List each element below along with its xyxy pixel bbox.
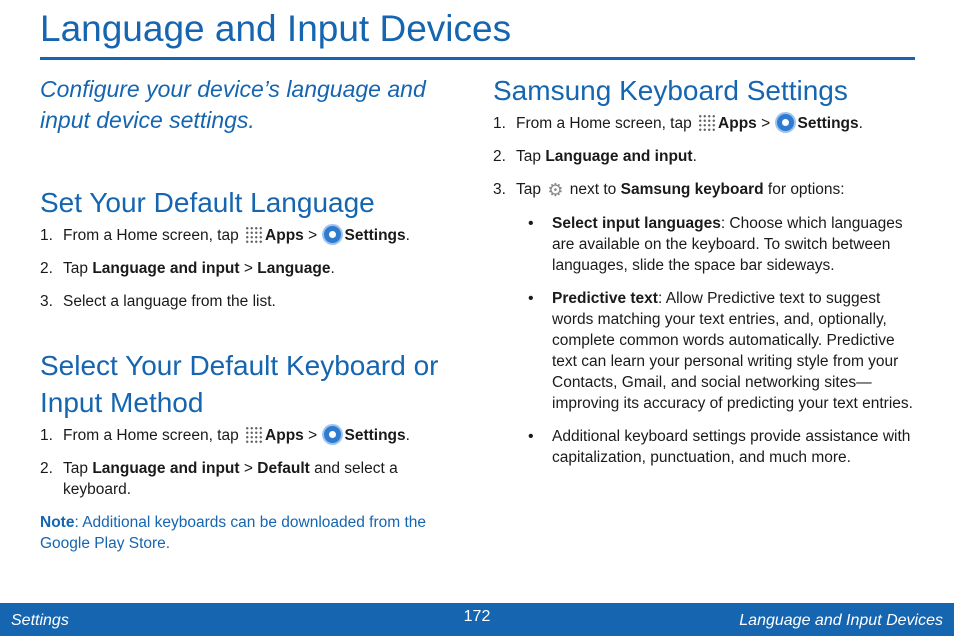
gear-icon: ⚙ (547, 180, 564, 200)
apps-label: Apps (265, 427, 304, 444)
option-text: : Allow Predictive text to suggest words matching your text entries, and, optionally, complete common words automatically. Predictive text can learn your personal writing style from your Contacts, Gmail, and social networking sites—improving its accuracy of predicting your text entries. (552, 290, 913, 412)
settings-label: Settings (344, 227, 406, 244)
note-text (40, 512, 470, 554)
list-item (493, 213, 918, 276)
step-text: Tap (63, 460, 88, 477)
step-end: and select a keyboard. (63, 460, 398, 498)
step-end: . (405, 227, 410, 244)
step-end: . (405, 427, 410, 444)
step-item (493, 179, 918, 201)
step-end: for options: (767, 181, 845, 198)
intro-text: Configure your device’s language and input device settings. (40, 76, 426, 133)
step-item (40, 291, 470, 312)
step-item (493, 113, 918, 134)
menu-samsung-keyboard: Samsung keyboard (620, 181, 764, 198)
settings-icon (324, 426, 341, 443)
section-samsung-keyboard (493, 72, 918, 468)
separator: > (308, 227, 318, 244)
page-footer (0, 603, 954, 636)
step-item (40, 425, 470, 446)
menu-language: Language (257, 260, 331, 277)
apps-label: Apps (718, 115, 757, 132)
section-default-keyboard (40, 347, 470, 554)
apps-grid-icon (245, 426, 263, 444)
step-item (40, 225, 470, 246)
option-text: : Choose which languages are available on the keyboard. To switch between languages, slide the space bar sideways. (552, 215, 903, 274)
option-label: Predictive text (552, 290, 658, 307)
step-text-mid: next to (569, 181, 617, 198)
separator: > (761, 115, 771, 132)
settings-label: Settings (797, 115, 859, 132)
section-heading: Select Your Default Keyboard or Input Method (40, 350, 439, 418)
step-end: . (858, 115, 863, 132)
settings-icon (324, 226, 341, 243)
separator: > (243, 460, 253, 477)
settings-label: Settings (344, 427, 406, 444)
step-text: Tap (63, 260, 88, 277)
list-item (493, 426, 918, 468)
step-item (40, 458, 470, 500)
menu-language-and-input: Language and input (92, 260, 240, 277)
section-default-language (40, 184, 470, 312)
note-label: Note (40, 514, 75, 531)
step-text: From a Home screen, tap (63, 227, 239, 244)
step-item (40, 258, 470, 279)
menu-language-and-input: Language and input (545, 148, 693, 165)
option-label: Select input languages (552, 215, 721, 232)
separator: > (308, 427, 318, 444)
option-text: Additional keyboard settings provide assistance with capitalization, punctuation, and much more. (552, 428, 911, 466)
steps-list (493, 113, 918, 201)
step-number: 1. (493, 115, 506, 132)
options-list (493, 213, 918, 468)
apps-grid-icon (245, 226, 263, 244)
step-number: 2. (40, 460, 53, 477)
step-number: 3. (40, 293, 53, 310)
menu-default: Default (257, 460, 310, 477)
section-heading: Set Your Default Language (40, 187, 375, 218)
steps-list (40, 225, 470, 312)
apps-grid-icon (698, 114, 716, 132)
menu-language-and-input: Language and input (92, 460, 240, 477)
footer-section-name: Settings (11, 612, 69, 629)
step-number: 2. (40, 260, 53, 277)
note-body: : Additional keyboards can be downloaded from the Google Play Store. (40, 514, 427, 552)
section-heading: Samsung Keyboard Settings (493, 75, 848, 106)
step-text: From a Home screen, tap (516, 115, 692, 132)
apps-label: Apps (265, 227, 304, 244)
steps-list (40, 425, 470, 500)
footer-chapter-name: Language and Input Devices (739, 612, 943, 629)
title-divider (40, 57, 915, 60)
step-number: 1. (40, 227, 53, 244)
page-number: 172 (463, 608, 491, 625)
settings-icon (777, 114, 794, 131)
step-number: 1. (40, 427, 53, 444)
page-title: Language and Input Devices (40, 8, 512, 49)
step-text: Tap (516, 148, 541, 165)
step-end: . (692, 148, 697, 165)
separator: > (243, 260, 253, 277)
step-item (493, 146, 918, 167)
step-text: Select a language from the list. (63, 293, 276, 310)
step-end: . (330, 260, 335, 277)
step-text: From a Home screen, tap (63, 427, 239, 444)
step-text: Tap (516, 181, 541, 198)
step-number: 3. (493, 181, 506, 198)
list-item (493, 288, 918, 414)
step-number: 2. (493, 148, 506, 165)
